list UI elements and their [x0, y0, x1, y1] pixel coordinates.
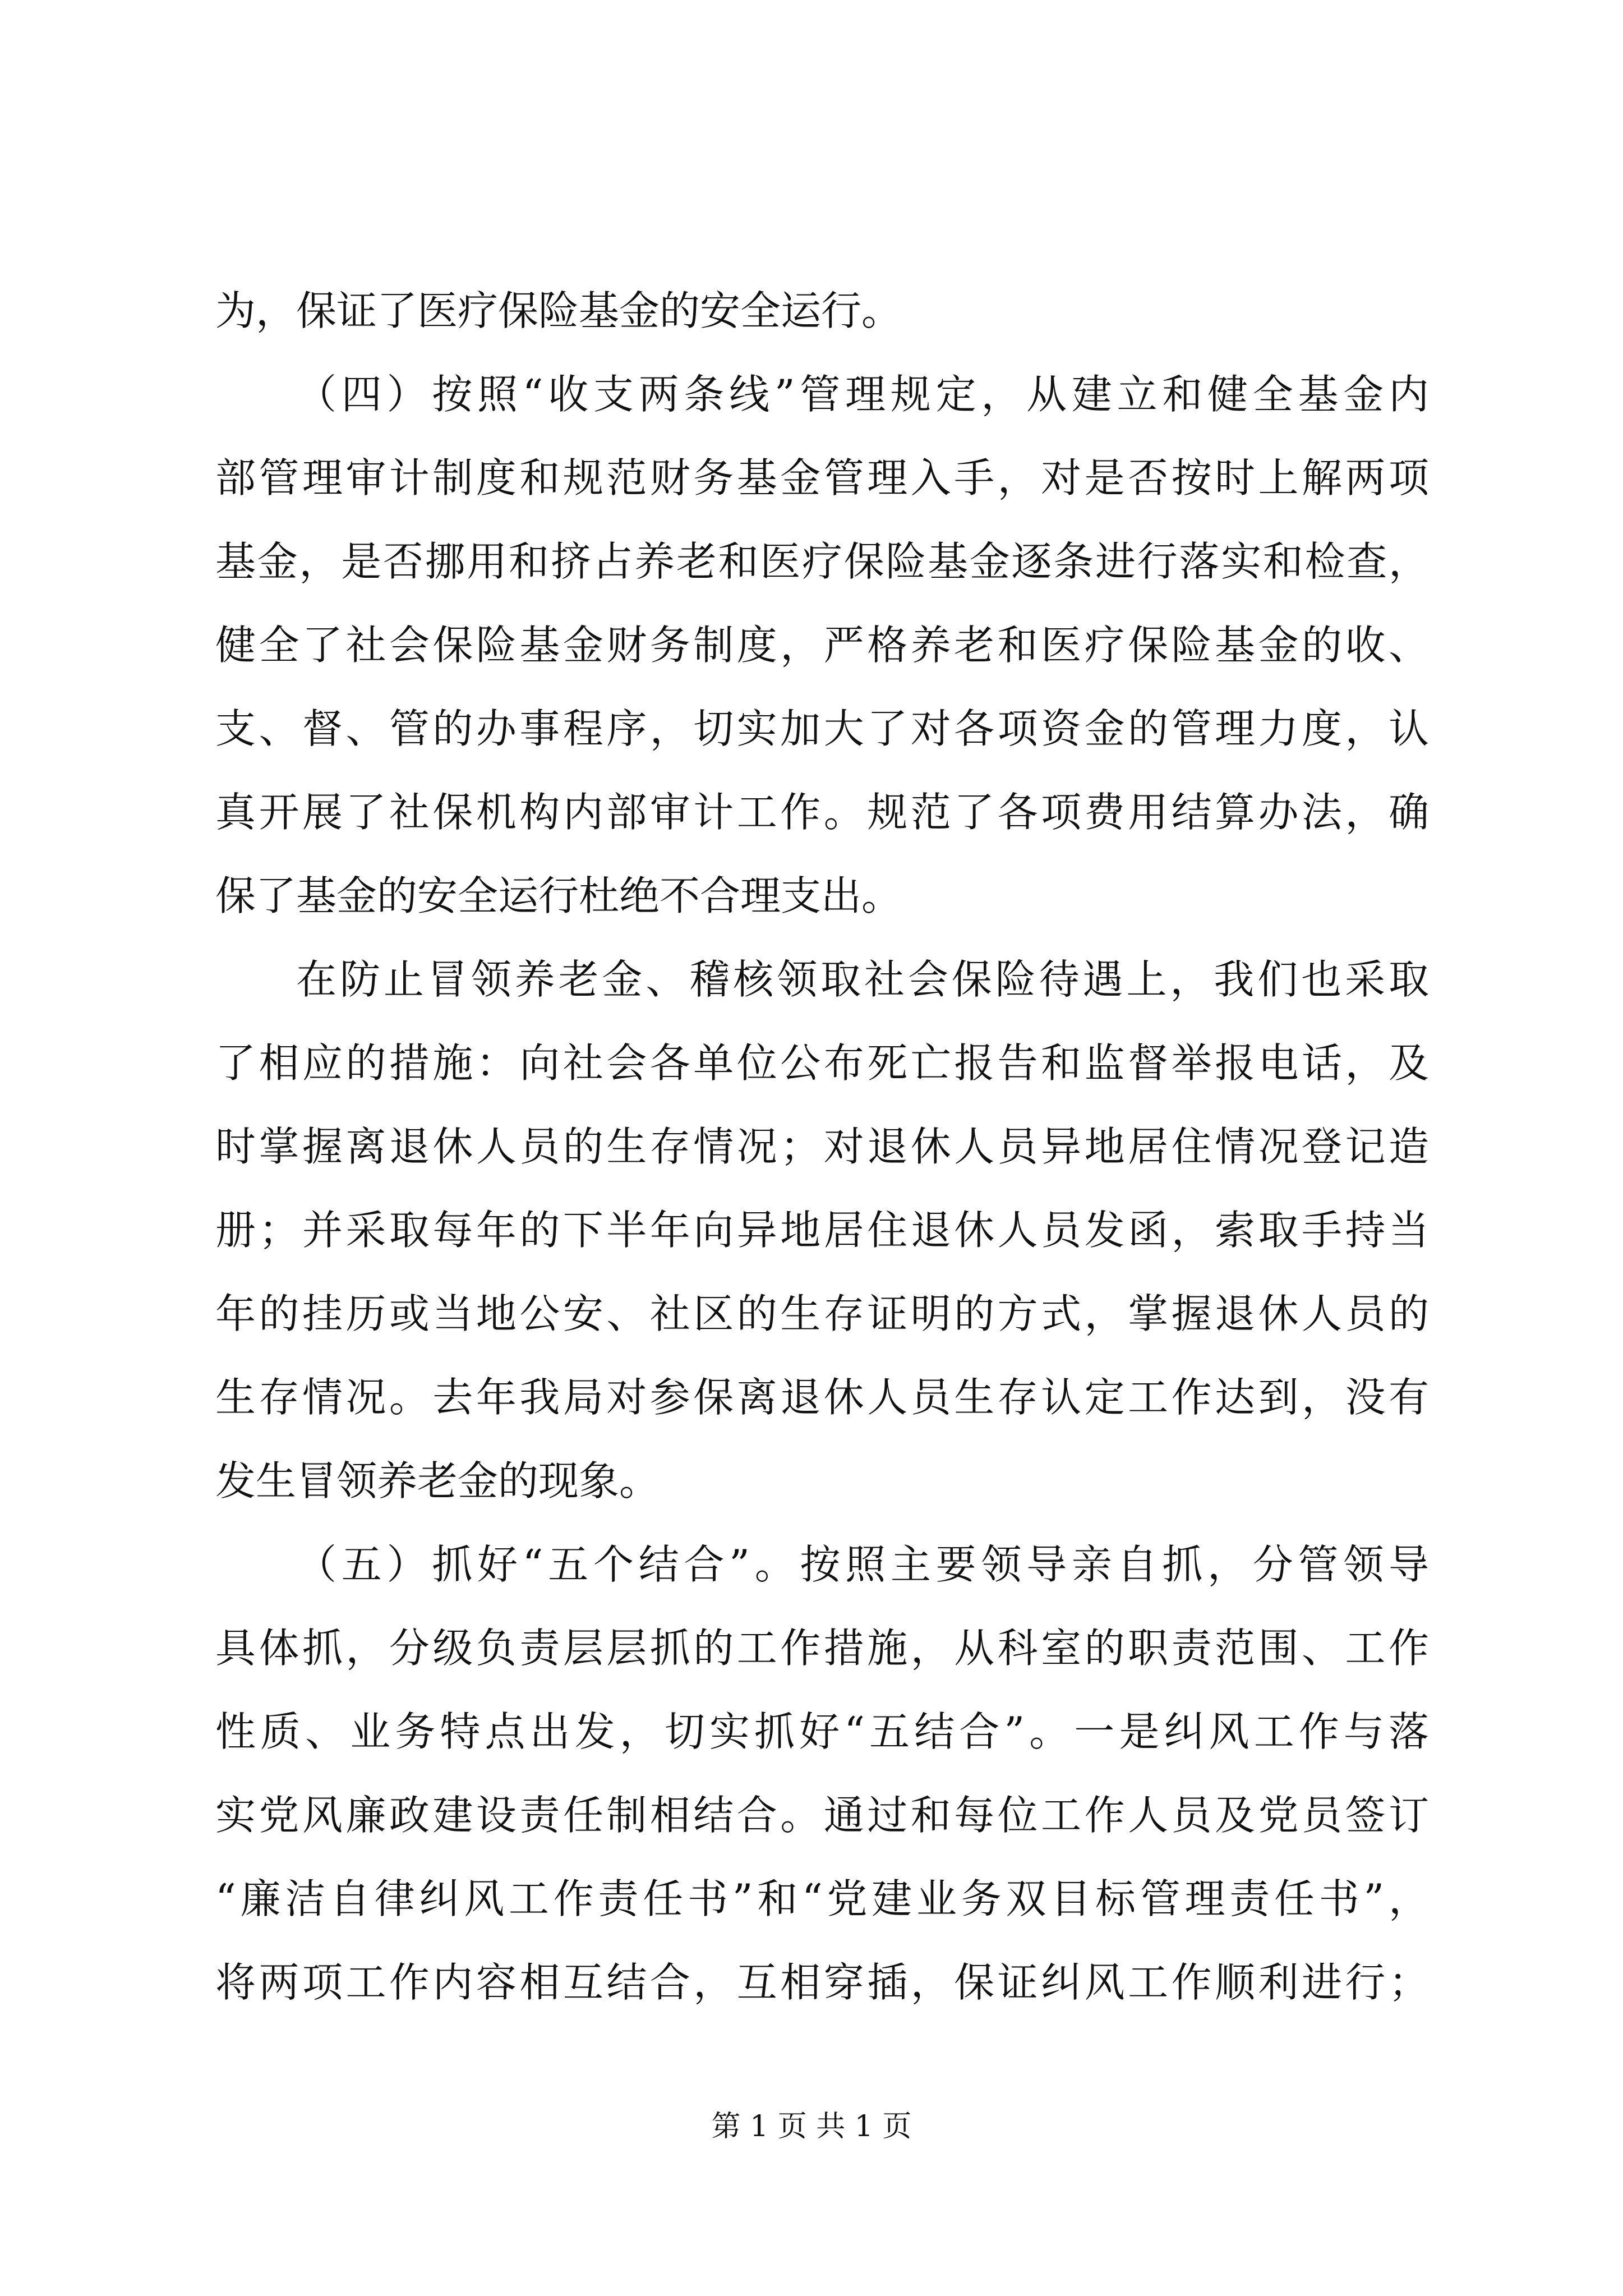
text-line: （四）按照“收支两条线”管理规定，从建立和健全基金内 [296, 371, 1429, 418]
text-line: “廉洁自律纠风工作责任书”和“党建业务双目标管理责任书”， [215, 1875, 1429, 1922]
text-line: 生存情况。去年我局对参保离退休人员生存认定工作达到，没有 [215, 1374, 1429, 1421]
text-line: 年的挂历或当地公安、社区的生存证明的方式，掌握退休人员的 [215, 1290, 1429, 1337]
text-line: （五）抓好“五个结合”。按照主要领导亲自抓，分管领导 [296, 1541, 1429, 1588]
text-line: 时掌握离退休人员的生存情况；对退休人员异地居住情况登记造 [215, 1123, 1429, 1170]
text-line: 发生冒领养老金的现象。 [215, 1457, 660, 1504]
page-footer: 第 1 页 共 1 页 [711, 2110, 912, 2143]
text-line: 部管理审计制度和规范财务基金管理入手，对是否按时上解两项 [215, 454, 1429, 501]
text-line: 保了基金的安全运行杜绝不合理支出。 [215, 872, 902, 919]
text-line: 册；并采取每年的下半年向异地居住退休人员发函，索取手持当 [215, 1207, 1429, 1254]
document-body [215, 269, 1429, 2024]
text-line: 健全了社会保险基金财务制度，严格养老和医疗保险基金的收、 [215, 622, 1429, 669]
text-line: 具体抓，分级负责层层抓的工作措施，从科室的职责范围、工作 [215, 1625, 1429, 1672]
text-line: 为，保证了医疗保险基金的安全运行。 [215, 287, 902, 334]
text-line: 在防止冒领养老金、稽核领取社会保险待遇上，我们也采取 [296, 956, 1429, 1003]
text-line: 性质、业务特点出发，切实抓好“五结合”。一是纠风工作与落 [215, 1708, 1429, 1755]
text-line: 真开展了社保机构内部审计工作。规范了各项费用结算办法，确 [215, 789, 1429, 836]
text-line: 将两项工作内容相互结合，互相穿插，保证纠风工作顺利进行； [215, 1959, 1429, 2006]
text-line: 支、督、管的办事程序，切实加大了对各项资金的管理力度，认 [215, 705, 1429, 752]
text-line: 了相应的措施：向社会各单位公布死亡报告和监督举报电话，及 [215, 1039, 1429, 1087]
text-line: 实党风廉政建设责任制相结合。通过和每位工作人员及党员签订 [215, 1792, 1429, 1839]
text-line: 基金，是否挪用和挤占养老和医疗保险基金逐条进行落实和检查， [215, 538, 1429, 585]
